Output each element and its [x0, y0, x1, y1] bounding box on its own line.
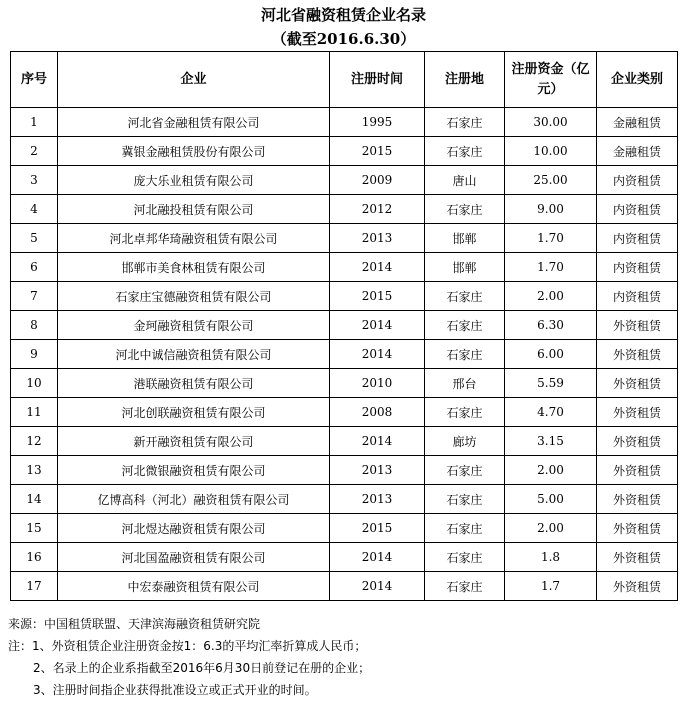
cell-capital: 5.59: [505, 369, 597, 398]
cell-type: 外资租赁: [597, 427, 678, 456]
cell-name: 亿博高科（河北）融资租赁有限公司: [58, 485, 330, 514]
table-row: [11, 340, 678, 369]
table-row: [11, 572, 678, 601]
cell-no: 11: [11, 398, 58, 427]
cell-capital: 1.7: [505, 572, 597, 601]
cell-type: 外资租赁: [597, 311, 678, 340]
table-row: [11, 485, 678, 514]
cell-place: 石家庄: [425, 572, 505, 601]
cell-capital: 1.70: [505, 253, 597, 282]
document-title: 河北省融资租赁企业名录: [260, 6, 426, 24]
cell-no: 13: [11, 456, 58, 485]
cell-name: 金珂融资租赁有限公司: [58, 311, 330, 340]
note-3: 3、注册时间指企业获得批准设立或正式开业的时间。: [33, 683, 317, 697]
source-note: 来源：中国租赁联盟、天津滨海融资租赁研究院: [8, 617, 261, 631]
cell-capital: 3.15: [505, 427, 597, 456]
cell-place: 石家庄: [425, 485, 505, 514]
cell-no: 3: [11, 166, 58, 195]
table-row: [11, 398, 678, 427]
cell-name: 港联融资租赁有限公司: [58, 369, 330, 398]
cell-place: 石家庄: [425, 543, 505, 572]
cell-type: 内资租赁: [597, 195, 678, 224]
table-row: [11, 456, 678, 485]
cell-type: 外资租赁: [597, 485, 678, 514]
cell-type: 外资租赁: [597, 340, 678, 369]
cell-year: 2014: [330, 543, 425, 572]
cell-no: 12: [11, 427, 58, 456]
cell-year: 1995: [330, 108, 425, 137]
cell-capital: 6.30: [505, 311, 597, 340]
cell-no: 8: [11, 311, 58, 340]
cell-year: 2008: [330, 398, 425, 427]
cell-place: 石家庄: [425, 340, 505, 369]
cell-capital: 6.00: [505, 340, 597, 369]
table-row: [11, 311, 678, 340]
table-row: [11, 514, 678, 543]
cell-place: 唐山: [425, 166, 505, 195]
cell-year: 2015: [330, 282, 425, 311]
cell-name: 河北中诚信融资租赁有限公司: [58, 340, 330, 369]
cell-name: 河北创联融资租赁有限公司: [58, 398, 330, 427]
cell-place: 石家庄: [425, 311, 505, 340]
cell-type: 金融租赁: [597, 137, 678, 166]
cell-place: 邢台: [425, 369, 505, 398]
cell-year: 2010: [330, 369, 425, 398]
cell-year: 2015: [330, 514, 425, 543]
cell-name: 冀银金融租赁股份有限公司: [58, 137, 330, 166]
cell-type: 内资租赁: [597, 282, 678, 311]
cell-year: 2014: [330, 572, 425, 601]
cell-type: 外资租赁: [597, 456, 678, 485]
table-row: [11, 282, 678, 311]
cell-type: 内资租赁: [597, 224, 678, 253]
header-year: 注册时间: [330, 52, 425, 108]
cell-no: 2: [11, 137, 58, 166]
table-row: [11, 195, 678, 224]
cell-no: 14: [11, 485, 58, 514]
cell-capital: 2.00: [505, 282, 597, 311]
cell-type: 外资租赁: [597, 398, 678, 427]
note-1: 注：1、外资租赁企业注册资金按1：6.3的平均汇率折算成人民币；: [8, 639, 367, 653]
cell-no: 9: [11, 340, 58, 369]
cell-no: 1: [11, 108, 58, 137]
cell-no: 15: [11, 514, 58, 543]
cell-year: 2013: [330, 485, 425, 514]
cell-year: 2014: [330, 427, 425, 456]
header-name: 企业: [58, 52, 330, 108]
cell-type: 外资租赁: [597, 369, 678, 398]
cell-capital: 2.00: [505, 456, 597, 485]
cell-name: 庞大乐业租赁有限公司: [58, 166, 330, 195]
cell-type: 外资租赁: [597, 572, 678, 601]
cell-no: 17: [11, 572, 58, 601]
cell-capital: 30.00: [505, 108, 597, 137]
cell-capital: 10.00: [505, 137, 597, 166]
table-row: [11, 108, 678, 137]
cell-no: 7: [11, 282, 58, 311]
cell-capital: 25.00: [505, 166, 597, 195]
table-row: [11, 224, 678, 253]
cell-capital: 4.70: [505, 398, 597, 427]
cell-place: 石家庄: [425, 195, 505, 224]
cell-capital: 5.00: [505, 485, 597, 514]
cell-place: 廊坊: [425, 427, 505, 456]
header-no: 序号: [11, 52, 58, 108]
cell-year: 2015: [330, 137, 425, 166]
cell-type: 内资租赁: [597, 253, 678, 282]
cell-place: 石家庄: [425, 108, 505, 137]
cell-year: 2013: [330, 224, 425, 253]
cell-place: 石家庄: [425, 282, 505, 311]
table-row: [11, 253, 678, 282]
enterprise-table: [10, 51, 678, 601]
table-row: [11, 166, 678, 195]
cell-place: 石家庄: [425, 398, 505, 427]
cell-name: 河北煜达融资租赁有限公司: [58, 514, 330, 543]
cell-place: 石家庄: [425, 456, 505, 485]
cell-capital: 1.8: [505, 543, 597, 572]
cell-name: 石家庄宝德融资租赁有限公司: [58, 282, 330, 311]
cell-type: 金融租赁: [597, 108, 678, 137]
cell-place: 邯郸: [425, 224, 505, 253]
cell-capital: 9.00: [505, 195, 597, 224]
header-place: 注册地: [425, 52, 505, 108]
cell-name: 中宏泰融资租赁有限公司: [58, 572, 330, 601]
cell-no: 5: [11, 224, 58, 253]
document-subtitle: （截至2016.6.30）: [271, 30, 416, 48]
cell-type: 外资租赁: [597, 514, 678, 543]
cell-place: 石家庄: [425, 514, 505, 543]
header-type: 企业类别: [597, 52, 678, 108]
cell-year: 2012: [330, 195, 425, 224]
table-body: [11, 108, 678, 601]
cell-name: 河北国盈融资租赁有限公司: [58, 543, 330, 572]
cell-year: 2014: [330, 311, 425, 340]
table-header-row: [11, 52, 678, 108]
cell-place: 邯郸: [425, 253, 505, 282]
cell-name: 河北卓邦华琦融资租赁有限公司: [58, 224, 330, 253]
table-row: [11, 427, 678, 456]
cell-capital: 2.00: [505, 514, 597, 543]
cell-name: 河北微银融资租赁有限公司: [58, 456, 330, 485]
cell-no: 6: [11, 253, 58, 282]
cell-year: 2014: [330, 340, 425, 369]
cell-name: 河北融投租赁有限公司: [58, 195, 330, 224]
cell-type: 外资租赁: [597, 543, 678, 572]
cell-year: 2009: [330, 166, 425, 195]
notes-section: [8, 613, 370, 701]
table-row: [11, 137, 678, 166]
cell-no: 16: [11, 543, 58, 572]
cell-no: 4: [11, 195, 58, 224]
cell-year: 2014: [330, 253, 425, 282]
cell-no: 10: [11, 369, 58, 398]
cell-type: 内资租赁: [597, 166, 678, 195]
cell-name: 新开融资租赁有限公司: [58, 427, 330, 456]
cell-name: 河北省金融租赁有限公司: [58, 108, 330, 137]
note-2: 2、名录上的企业系指截至2016年6月30日前登记在册的企业；: [33, 661, 371, 675]
cell-capital: 1.70: [505, 224, 597, 253]
table-row: [11, 543, 678, 572]
table-row: [11, 369, 678, 398]
header-capital: 注册资金（亿元）: [505, 52, 597, 108]
cell-year: 2013: [330, 456, 425, 485]
cell-place: 石家庄: [425, 137, 505, 166]
cell-name: 邯郸市美食林租赁有限公司: [58, 253, 330, 282]
